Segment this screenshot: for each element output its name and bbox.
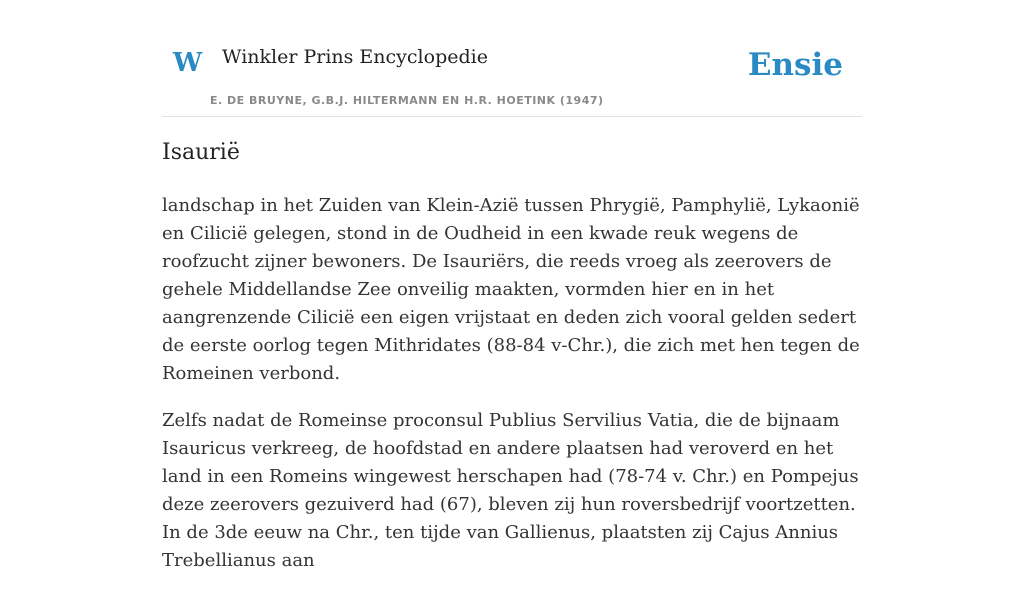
article-body bbox=[162, 192, 862, 594]
winkler-prins-logo[interactable]: W bbox=[173, 48, 203, 78]
article-paragraph: Zelfs nadat de Romeinse proconsul Publius Servilius Vatia, die de bijnaam Isauricus verkreeg, de hoofdstad en andere plaatsen had veroverd en het land in een Romeins wingewest herschapen had (78-74 v. Chr.) en Pompejus deze zeerovers gezuiverd had (67), bleven zij hun roversbedrijf voortzetten. In de 3de eeuw na Chr., ten tijde van Gallienus, plaatsten zij Cajus Annius Trebellianus aan bbox=[162, 410, 859, 571]
book-authors: E. DE BRUYNE, G.B.J. HILTERMANN EN H.R. HOETINK (1947) bbox=[210, 94, 604, 107]
article-title: Isaurië bbox=[162, 140, 240, 165]
book-title[interactable]: Winkler Prins Encyclopedie bbox=[222, 46, 488, 68]
site-header bbox=[162, 0, 862, 117]
ensie-logo[interactable]: Ensie bbox=[747, 47, 843, 83]
article-paragraph: landschap in het Zuiden van Klein-Azië tussen Phrygië, Pamphylië, Lykaonië en Cilicië gelegen, stond in de Oudheid in een kwade reuk wegens de roofzucht zijner bewoners. De Isauriërs, die reeds vroeg als zeerovers de gehele Middellandse Zee onveilig maakten, vormden hier en in het aangrenzende Cilicië een eigen vrijstaat en deden zich vooral gelden sedert de eerste oorlog tegen Mithridates (88-84 v-Chr.), die zich met hen tegen de Romeinen verbond. bbox=[162, 195, 860, 384]
